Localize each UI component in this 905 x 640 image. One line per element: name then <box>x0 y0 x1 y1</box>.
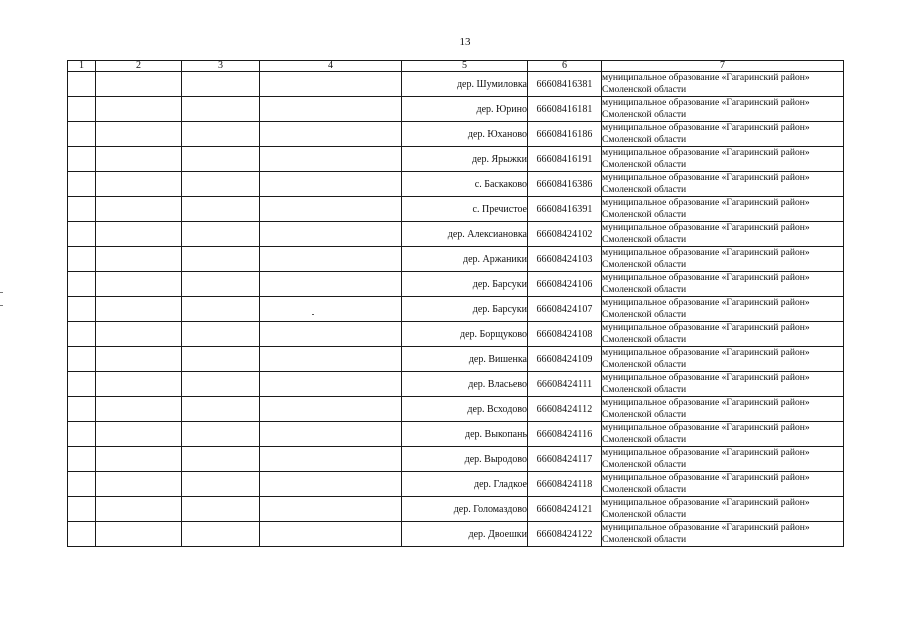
empty-cell-col-2 <box>96 397 182 422</box>
empty-cell-col-2 <box>96 172 182 197</box>
table-row <box>68 297 844 322</box>
settlement-name: дер. Выродово <box>402 447 528 472</box>
empty-cell-col-2 <box>96 472 182 497</box>
municipality-cell <box>602 447 844 472</box>
municipality-line-1: муниципальное образование «Гагаринский район» <box>602 97 810 108</box>
settlement-name: дер. Барсуки <box>402 297 528 322</box>
scan-speck <box>312 314 314 315</box>
municipality-cell <box>602 122 844 147</box>
settlement-name: дер. Выкопань <box>402 422 528 447</box>
empty-cell-col-1 <box>68 197 96 222</box>
empty-cell-col-2 <box>96 72 182 97</box>
municipality-line-2: Смоленской области <box>602 233 687 245</box>
municipality-line-1: муниципальное образование «Гагаринский район» <box>602 122 810 133</box>
table-row <box>68 197 844 222</box>
table-row <box>68 497 844 522</box>
municipality-cell <box>602 422 844 447</box>
municipality-line-2: Смоленской области <box>602 358 687 370</box>
empty-cell-col-1 <box>68 222 96 247</box>
empty-cell-col-4 <box>260 122 402 147</box>
empty-cell-col-2 <box>96 297 182 322</box>
municipality-cell <box>602 72 844 97</box>
empty-cell-col-1 <box>68 97 96 122</box>
municipality-line-2: Смоленской области <box>602 283 687 295</box>
municipality-line-1: муниципальное образование «Гагаринский район» <box>602 372 810 383</box>
settlements-table <box>67 60 844 547</box>
oktmo-code: 66608424122 <box>528 522 602 547</box>
oktmo-code: 66608424103 <box>528 247 602 272</box>
municipality-cell <box>602 172 844 197</box>
oktmo-code: 66608416186 <box>528 122 602 147</box>
settlement-name: с. Пречистое <box>402 197 528 222</box>
empty-cell-col-3 <box>182 522 260 547</box>
empty-cell-col-3 <box>182 347 260 372</box>
settlement-name: дер. Барсуки <box>402 272 528 297</box>
oktmo-code: 66608424121 <box>528 497 602 522</box>
municipality-line-1: муниципальное образование «Гагаринский район» <box>602 322 810 333</box>
column-header-7: 7 <box>602 61 844 72</box>
empty-cell-col-4 <box>260 147 402 172</box>
empty-cell-col-2 <box>96 372 182 397</box>
column-number-row <box>68 61 844 72</box>
municipality-line-1: муниципальное образование «Гагаринский район» <box>602 447 810 458</box>
empty-cell-col-2 <box>96 197 182 222</box>
municipality-line-1: муниципальное образование «Гагаринский район» <box>602 297 810 308</box>
scan-edge-mark <box>0 305 3 306</box>
empty-cell-col-3 <box>182 122 260 147</box>
empty-cell-col-1 <box>68 122 96 147</box>
municipality-line-2: Смоленской области <box>602 208 687 220</box>
oktmo-code: 66608424102 <box>528 222 602 247</box>
empty-cell-col-3 <box>182 197 260 222</box>
oktmo-code: 66608424107 <box>528 297 602 322</box>
oktmo-code: 66608424112 <box>528 397 602 422</box>
municipality-line-1: муниципальное образование «Гагаринский район» <box>602 522 810 533</box>
scan-edge-mark <box>0 292 3 293</box>
empty-cell-col-2 <box>96 322 182 347</box>
municipality-cell <box>602 297 844 322</box>
oktmo-code: 66608424106 <box>528 272 602 297</box>
municipality-line-2: Смоленской области <box>602 158 687 170</box>
municipality-cell <box>602 522 844 547</box>
empty-cell-col-2 <box>96 122 182 147</box>
oktmo-code: 66608424111 <box>528 372 602 397</box>
empty-cell-col-1 <box>68 447 96 472</box>
municipality-line-2: Смоленской области <box>602 183 687 195</box>
empty-cell-col-4 <box>260 347 402 372</box>
empty-cell-col-3 <box>182 472 260 497</box>
empty-cell-col-1 <box>68 497 96 522</box>
municipality-cell <box>602 472 844 497</box>
municipality-cell <box>602 147 844 172</box>
municipality-cell <box>602 97 844 122</box>
settlement-name: с. Баскаково <box>402 172 528 197</box>
empty-cell-col-2 <box>96 422 182 447</box>
municipality-cell <box>602 272 844 297</box>
empty-cell-col-3 <box>182 372 260 397</box>
empty-cell-col-2 <box>96 97 182 122</box>
settlement-name: дер. Всходово <box>402 397 528 422</box>
oktmo-code: 66608416386 <box>528 172 602 197</box>
municipality-line-2: Смоленской области <box>602 508 687 520</box>
settlement-name: дер. Аржаники <box>402 247 528 272</box>
municipality-line-1: муниципальное образование «Гагаринский район» <box>602 347 810 358</box>
empty-cell-col-4 <box>260 222 402 247</box>
municipality-line-1: муниципальное образование «Гагаринский район» <box>602 72 810 83</box>
settlement-name: дер. Ярыжки <box>402 147 528 172</box>
empty-cell-col-4 <box>260 472 402 497</box>
municipality-line-1: муниципальное образование «Гагаринский район» <box>602 272 810 283</box>
column-header-2: 2 <box>96 61 182 72</box>
empty-cell-col-1 <box>68 247 96 272</box>
empty-cell-col-3 <box>182 397 260 422</box>
empty-cell-col-1 <box>68 172 96 197</box>
empty-cell-col-3 <box>182 422 260 447</box>
empty-cell-col-2 <box>96 522 182 547</box>
table-row <box>68 522 844 547</box>
empty-cell-col-1 <box>68 397 96 422</box>
municipality-line-2: Смоленской области <box>602 258 687 270</box>
municipality-line-2: Смоленской области <box>602 458 687 470</box>
empty-cell-col-4 <box>260 97 402 122</box>
municipality-cell <box>602 372 844 397</box>
oktmo-code: 66608424117 <box>528 447 602 472</box>
table-row <box>68 172 844 197</box>
municipality-line-2: Смоленской области <box>602 83 687 95</box>
empty-cell-col-4 <box>260 197 402 222</box>
settlement-name: дер. Двоешки <box>402 522 528 547</box>
empty-cell-col-2 <box>96 247 182 272</box>
table-row <box>68 147 844 172</box>
empty-cell-col-1 <box>68 472 96 497</box>
settlement-name: дер. Юрино <box>402 97 528 122</box>
municipality-line-1: муниципальное образование «Гагаринский район» <box>602 222 810 233</box>
municipality-cell <box>602 497 844 522</box>
column-header-6: 6 <box>528 61 602 72</box>
empty-cell-col-2 <box>96 497 182 522</box>
municipality-line-1: муниципальное образование «Гагаринский район» <box>602 472 810 483</box>
empty-cell-col-2 <box>96 147 182 172</box>
municipality-line-2: Смоленской области <box>602 433 687 445</box>
municipality-line-1: муниципальное образование «Гагаринский район» <box>602 497 810 508</box>
municipality-line-2: Смоленской области <box>602 408 687 420</box>
empty-cell-col-3 <box>182 172 260 197</box>
empty-cell-col-3 <box>182 97 260 122</box>
table-row <box>68 272 844 297</box>
table-row <box>68 322 844 347</box>
municipality-line-2: Смоленской области <box>602 133 687 145</box>
empty-cell-col-4 <box>260 447 402 472</box>
table-row <box>68 472 844 497</box>
municipality-cell <box>602 347 844 372</box>
oktmo-code: 66608416391 <box>528 197 602 222</box>
empty-cell-col-3 <box>182 72 260 97</box>
empty-cell-col-1 <box>68 347 96 372</box>
oktmo-code: 66608416181 <box>528 97 602 122</box>
municipality-line-1: муниципальное образование «Гагаринский район» <box>602 147 810 158</box>
municipality-line-1: муниципальное образование «Гагаринский район» <box>602 397 810 408</box>
empty-cell-col-3 <box>182 297 260 322</box>
settlement-name: дер. Власьево <box>402 372 528 397</box>
empty-cell-col-3 <box>182 147 260 172</box>
empty-cell-col-4 <box>260 272 402 297</box>
municipality-line-1: муниципальное образование «Гагаринский район» <box>602 172 810 183</box>
empty-cell-col-1 <box>68 272 96 297</box>
settlement-name: дер. Гладкое <box>402 472 528 497</box>
municipality-cell <box>602 247 844 272</box>
empty-cell-col-4 <box>260 247 402 272</box>
empty-cell-col-4 <box>260 397 402 422</box>
empty-cell-col-3 <box>182 272 260 297</box>
table-row <box>68 247 844 272</box>
municipality-line-1: муниципальное образование «Гагаринский район» <box>602 247 810 258</box>
empty-cell-col-3 <box>182 247 260 272</box>
table-row <box>68 372 844 397</box>
empty-cell-col-4 <box>260 422 402 447</box>
table-row <box>68 447 844 472</box>
column-header-5: 5 <box>402 61 528 72</box>
municipality-cell <box>602 197 844 222</box>
oktmo-code: 66608424108 <box>528 322 602 347</box>
column-header-1: 1 <box>68 61 96 72</box>
table-row <box>68 422 844 447</box>
settlement-name: дер. Борщуково <box>402 322 528 347</box>
empty-cell-col-1 <box>68 297 96 322</box>
empty-cell-col-1 <box>68 372 96 397</box>
municipality-line-2: Смоленской области <box>602 308 687 320</box>
table-row <box>68 397 844 422</box>
municipality-cell <box>602 322 844 347</box>
table-row <box>68 72 844 97</box>
empty-cell-col-4 <box>260 372 402 397</box>
oktmo-code: 66608424109 <box>528 347 602 372</box>
oktmo-code: 66608416191 <box>528 147 602 172</box>
empty-cell-col-1 <box>68 147 96 172</box>
municipality-cell <box>602 397 844 422</box>
table-row <box>68 122 844 147</box>
empty-cell-col-4 <box>260 297 402 322</box>
empty-cell-col-4 <box>260 522 402 547</box>
empty-cell-col-1 <box>68 522 96 547</box>
empty-cell-col-1 <box>68 422 96 447</box>
settlement-name: дер. Шумиловка <box>402 72 528 97</box>
oktmo-code: 66608416381 <box>528 72 602 97</box>
settlement-name: дер. Голомаздово <box>402 497 528 522</box>
settlement-name: дер. Юханово <box>402 122 528 147</box>
table-row <box>68 97 844 122</box>
empty-cell-col-1 <box>68 72 96 97</box>
empty-cell-col-4 <box>260 322 402 347</box>
empty-cell-col-3 <box>182 497 260 522</box>
column-header-3: 3 <box>182 61 260 72</box>
municipality-line-2: Смоленской области <box>602 483 687 495</box>
municipality-line-2: Смоленской области <box>602 533 687 545</box>
municipality-line-1: муниципальное образование «Гагаринский район» <box>602 197 810 208</box>
oktmo-code: 66608424118 <box>528 472 602 497</box>
municipality-line-2: Смоленской области <box>602 108 687 120</box>
settlement-name: дер. Алексиановка <box>402 222 528 247</box>
empty-cell-col-4 <box>260 172 402 197</box>
oktmo-code: 66608424116 <box>528 422 602 447</box>
table-row <box>68 222 844 247</box>
column-header-4: 4 <box>260 61 402 72</box>
municipality-line-2: Смоленской области <box>602 333 687 345</box>
municipality-line-1: муниципальное образование «Гагаринский район» <box>602 422 810 433</box>
empty-cell-col-1 <box>68 322 96 347</box>
settlement-name: дер. Вишенка <box>402 347 528 372</box>
empty-cell-col-4 <box>260 72 402 97</box>
empty-cell-col-2 <box>96 347 182 372</box>
municipality-line-2: Смоленской области <box>602 383 687 395</box>
page-number: 13 <box>459 36 471 48</box>
municipality-cell <box>602 222 844 247</box>
empty-cell-col-3 <box>182 322 260 347</box>
empty-cell-col-2 <box>96 222 182 247</box>
empty-cell-col-2 <box>96 447 182 472</box>
table-row <box>68 347 844 372</box>
empty-cell-col-3 <box>182 447 260 472</box>
empty-cell-col-2 <box>96 272 182 297</box>
empty-cell-col-4 <box>260 497 402 522</box>
empty-cell-col-3 <box>182 222 260 247</box>
